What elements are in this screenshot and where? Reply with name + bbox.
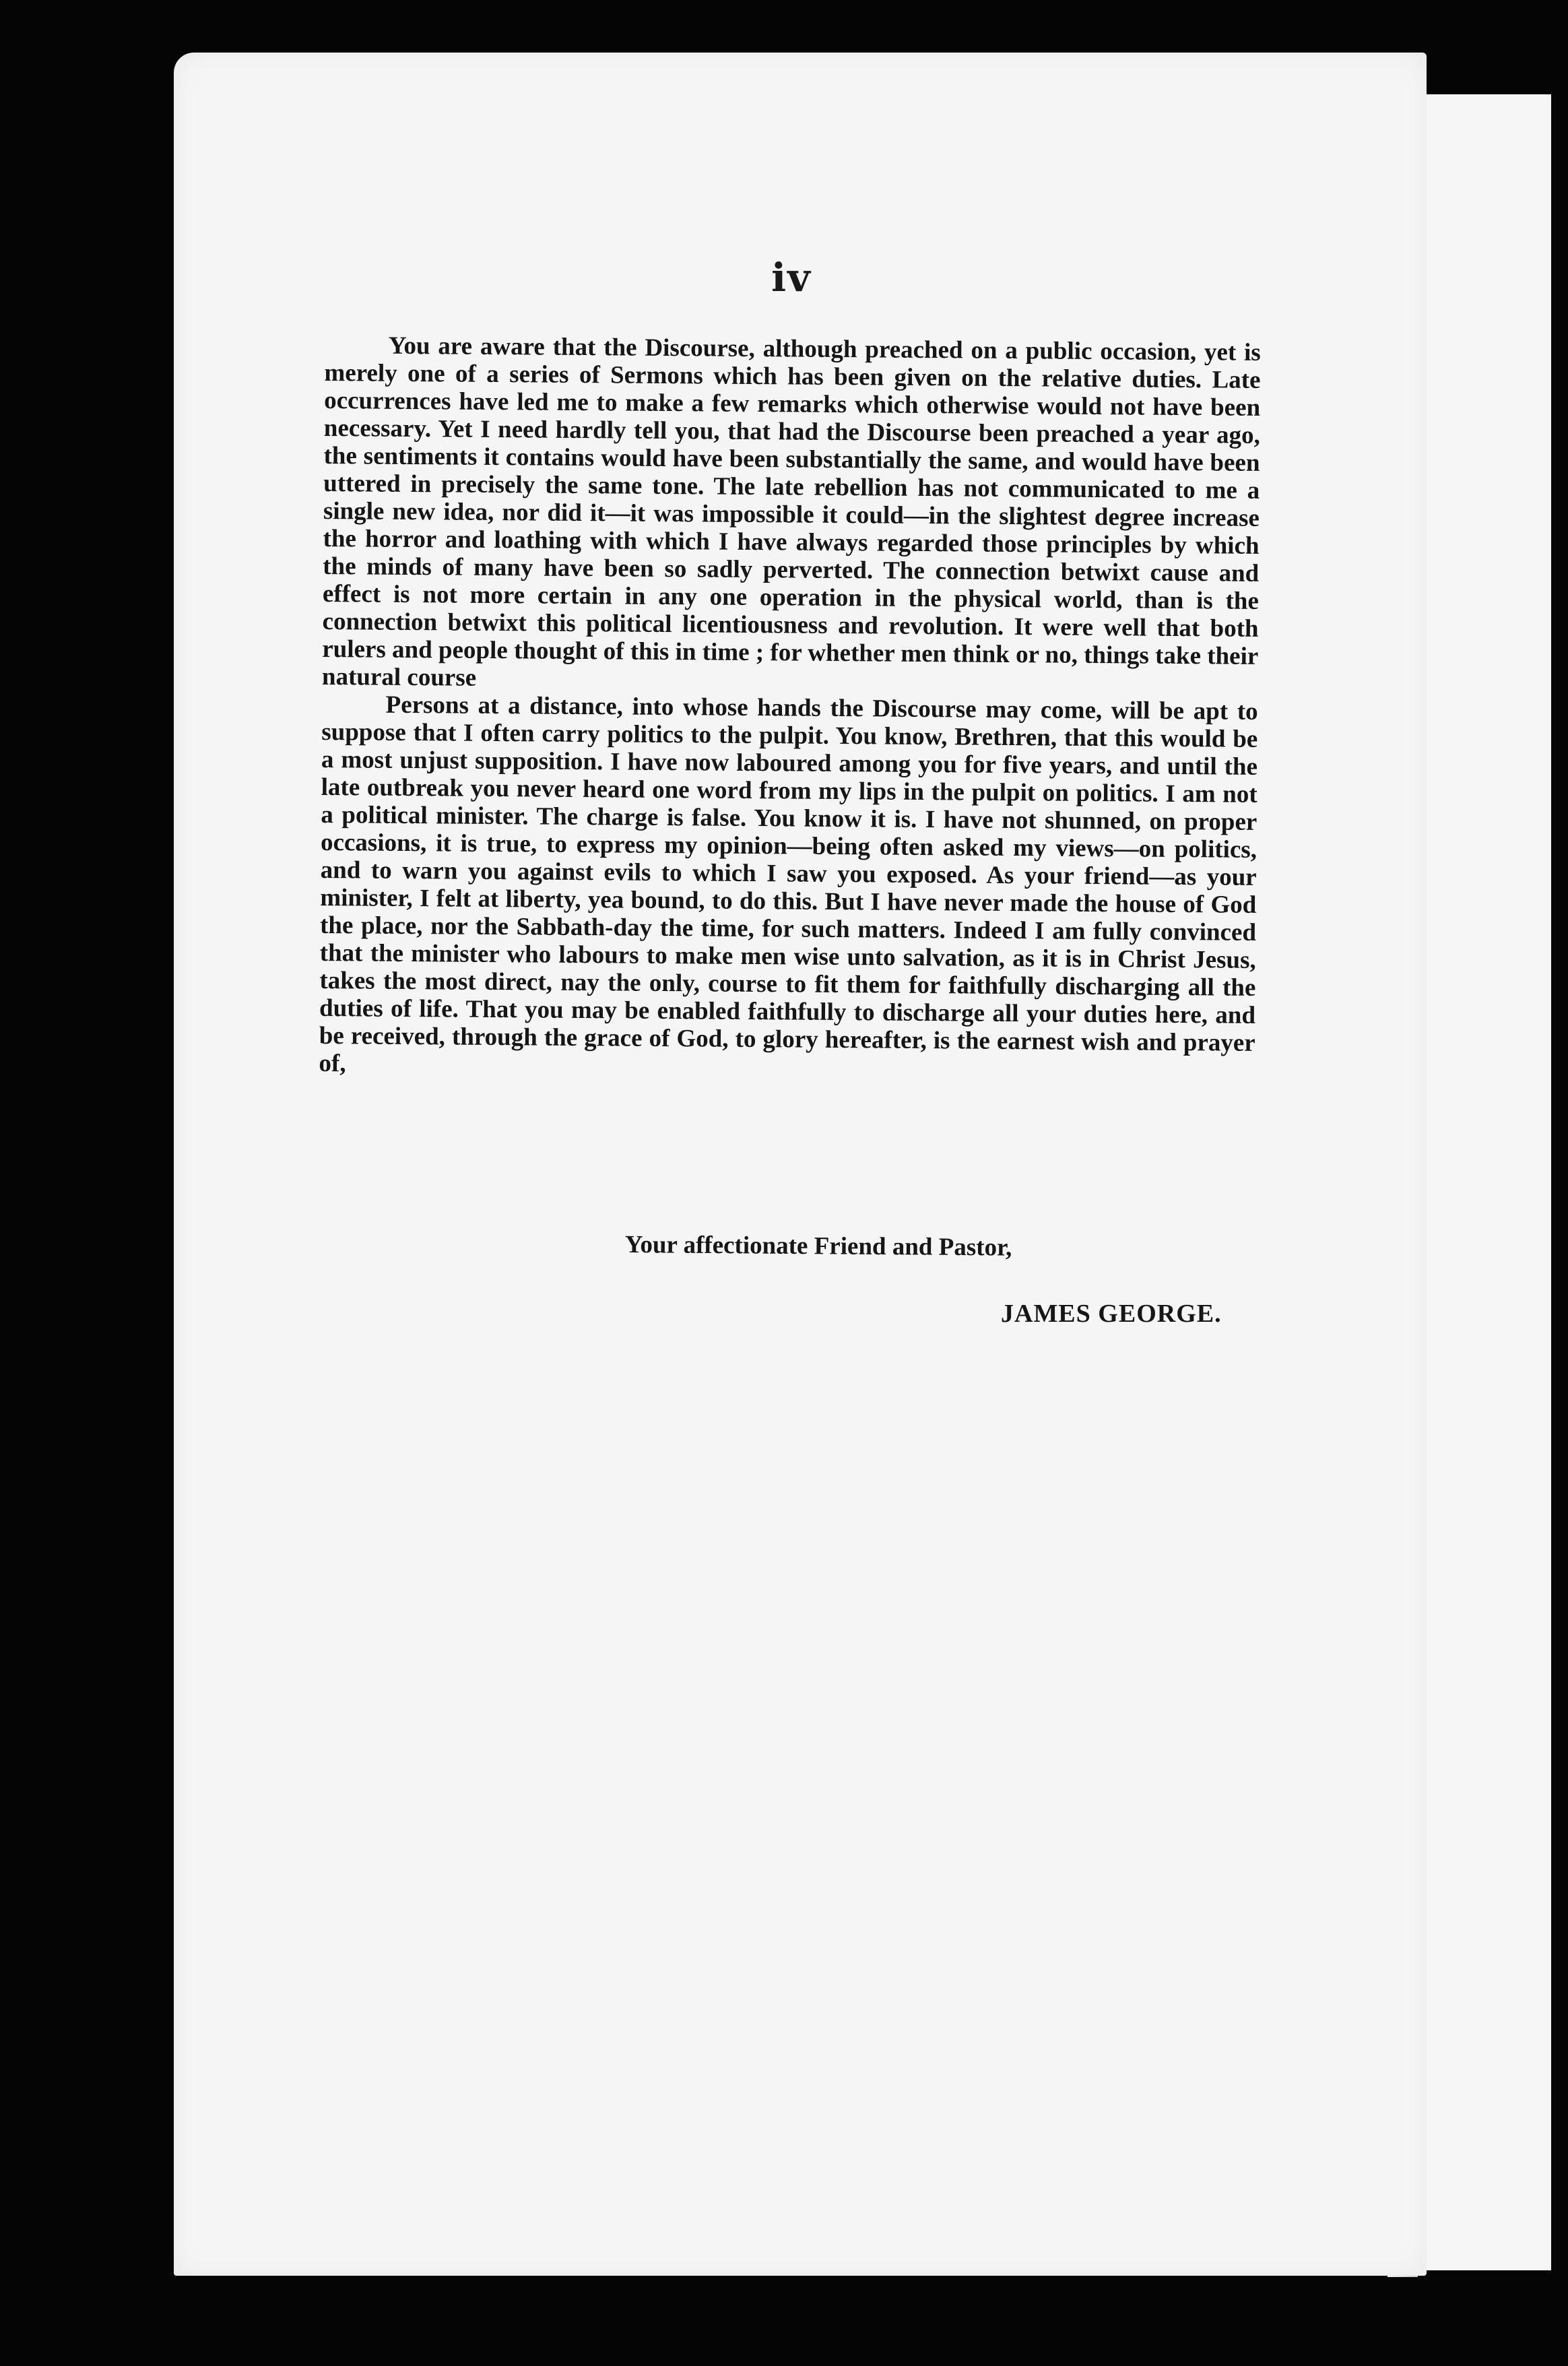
facing-page-edge	[1421, 94, 1551, 2270]
author-signature: JAMES GEORGE.	[1001, 1300, 1222, 1328]
paragraph-discourse: You are aware that the Discourse, although preached on a public occasion, yet is merely one of a series of Sermons which has been given on the relative duties. Late occurrences have led me to make a few remarks which otherwise would not have been necessary. Yet I need hardly tell you, that had the Discourse been preached a year ago, the sentiments it contains would have been substantially the same, and would have been uttered in precisely the same tone. The late rebellion has not communicated to me a single new idea, nor did it—it was impossible it could—in the slightest degree increase the horror and loathing with which I have always regarded those principles by which the minds of many have been so sadly perverted. The connection betwixt cause and effect is not more certain in any one operation in the physical world, than is the connection betwixt this political licentiousness and revolution. It were well that both rulers and people thought of this in time ; for whether men think or no, things take their natural course	[321, 331, 1261, 692]
page-number: iv	[771, 255, 812, 300]
paragraph-politics: Persons at a distance, into whose hands the Discourse may come, will be apt to suppose that I often carry politics to the pulpit. You know, Brethren, that this would be a most unjust supposition. I have now laboured among you for five years, and until the late outbreak you never heard one word from my lips in the pulpit on politics. I am not a political minister. The charge is false. You know it is. I have not shunned, on proper occasions, it is true, to express my opinion—being often asked my views—on politics, and to warn you against evils to which I saw you exposed. As your friend—as your minister, I felt at liberty, yea bound, to do this. But I have never made the house of God the place, nor the Sabbath-day the time, for such matters. Indeed I am fully convinced that the minister who labours to make men wise unto salvation, as it is in Christ Jesus, takes the most direct, nay the only, course to fit them for faithfully discharging all the duties of life. That you may be enabled faithfully to discharge all your duties here, and be received, through the grace of God, to glory hereafter, is the earnest wish and prayer of,	[319, 691, 1258, 1078]
letter-body	[319, 331, 1261, 1085]
closing-salutation: Your affectionate Friend and Pastor,	[624, 1231, 1012, 1262]
